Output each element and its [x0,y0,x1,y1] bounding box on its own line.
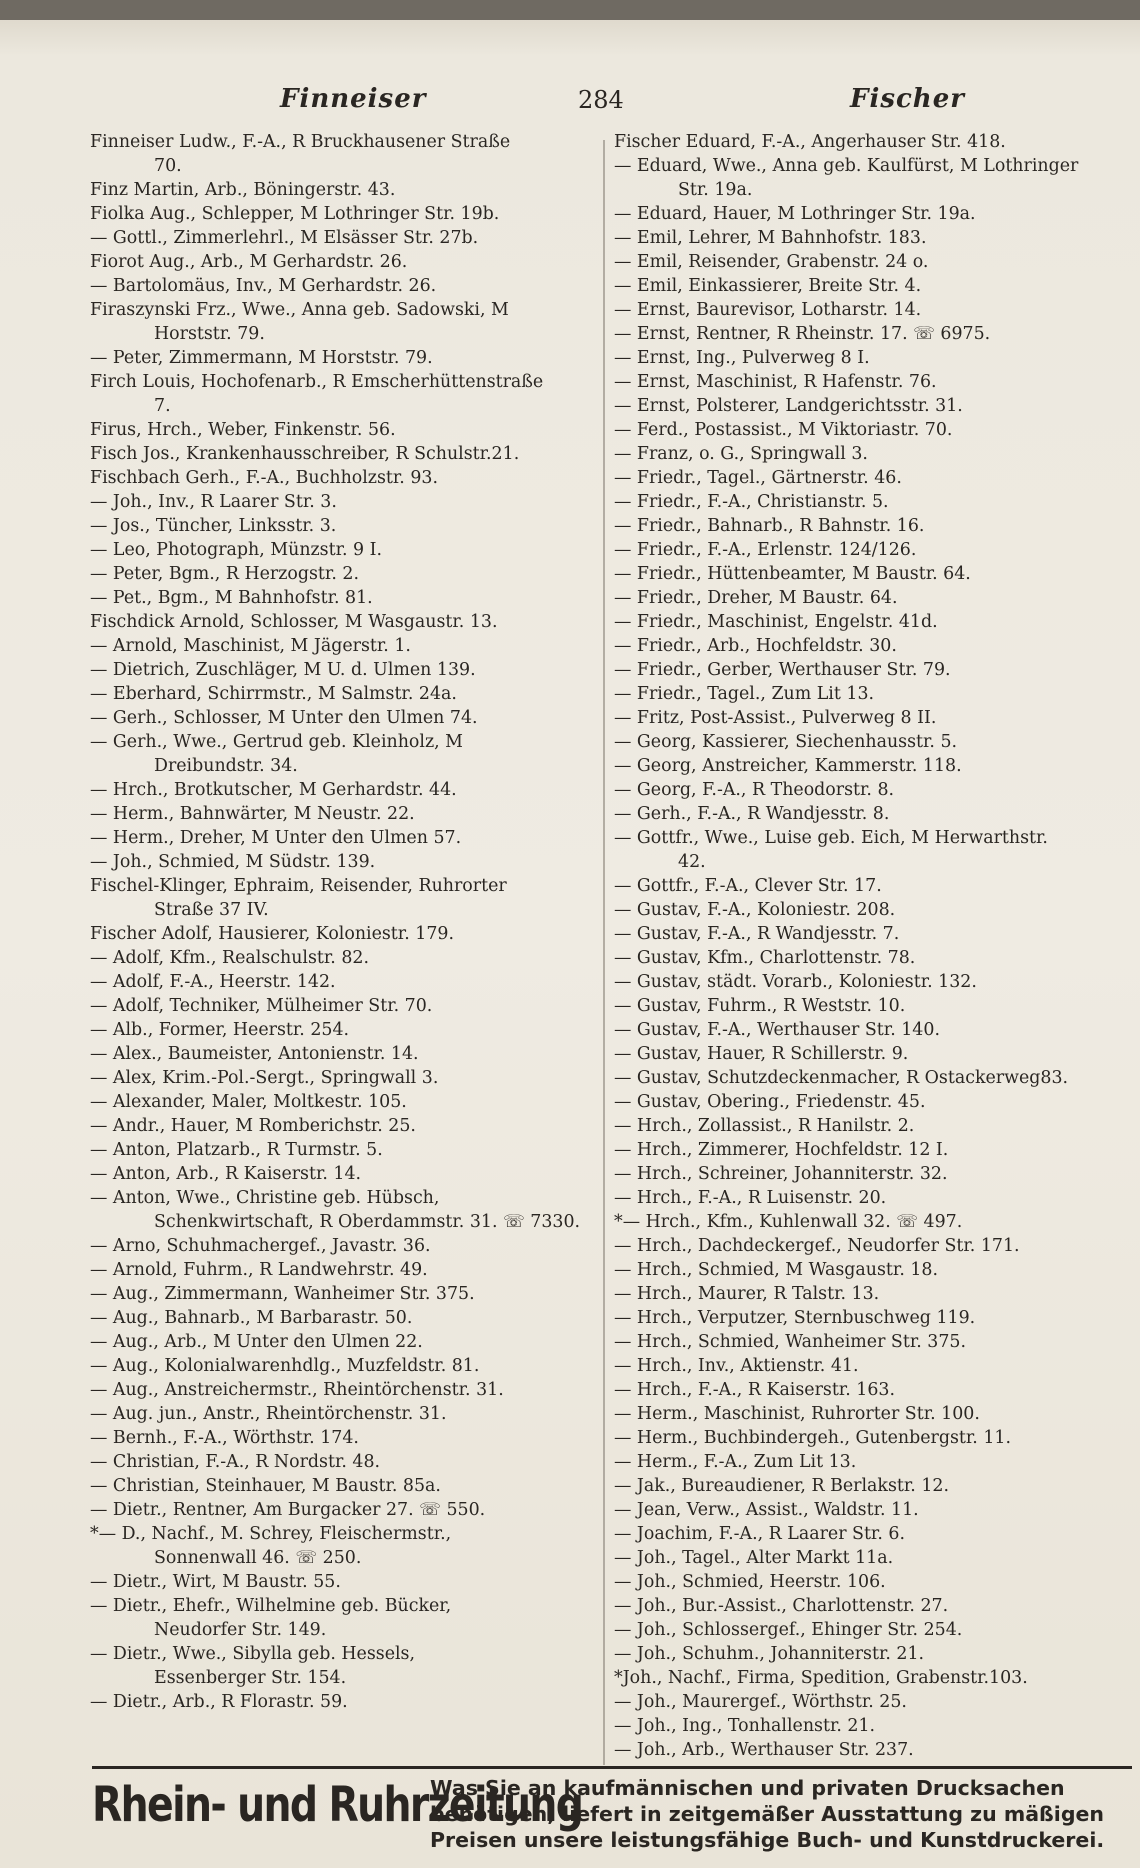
directory-entry: — Emil, Einkassierer, Breite Str. 4. [614,276,922,296]
directory-entry: Finneiser Ludw., F.-A., R Bruckhausener Straße 70. [90,132,511,176]
directory-entry: — Friedr., Gerber, Werthauser Str. 79. [614,660,951,680]
directory-entry: — Joh., Schlossergef., Ehinger Str. 254. [614,1620,963,1640]
directory-entry: — Christian, Steinhauer, M Baustr. 85a. [90,1476,441,1496]
directory-entry: — Gustav, F.-A., Werthauser Str. 140. [614,1020,940,1040]
directory-entry: — Christian, F.-A., R Nordstr. 48. [90,1452,381,1472]
directory-entry: — Friedr., Dreher, M Baustr. 64. [614,588,898,608]
directory-entry: — Dietr., Wwe., Sibylla geb. Hessels, Essenberger Str. 154. [90,1644,416,1688]
directory-entry: — Herm., F.-A., Zum Lit 13. [614,1452,857,1472]
directory-entry: — Ernst, Maschinist, R Hafenstr. 76. [614,372,937,392]
directory-entry: — Gustav, Fuhrm., R Weststr. 10. [614,996,906,1016]
column-divider [603,140,605,1765]
scan-top-edge [0,0,1140,20]
directory-entry: — Ferd., Postassist., M Viktoriastr. 70. [614,420,953,440]
directory-entry: — Hrch., Zimmerer, Hochfeldstr. 12 I. [614,1140,949,1160]
directory-entry: — Ernst, Polsterer, Landgerichtsstr. 31. [614,396,963,416]
page-header [60,84,1100,124]
directory-entry: — Georg, Anstreicher, Kammerstr. 118. [614,756,962,776]
directory-entry: — Ernst, Baurevisor, Lotharstr. 14. [614,300,922,320]
directory-entry: — Joh., Bur.-Assist., Charlottenstr. 27. [614,1596,949,1616]
directory-entry: — Alex., Baumeister, Antonienstr. 14. [90,1044,419,1064]
ad-text [430,1775,1104,1853]
directory-entry: — Dietrich, Zuschläger, M U. d. Ulmen 139. [90,660,476,680]
directory-entry: Fiolka Aug., Schlepper, M Lothringer Str. 19b. [90,204,500,224]
directory-entry: — Emil, Lehrer, M Bahnhofstr. 183. [614,228,927,248]
directory-entry: — Gustav, Hauer, R Schillerstr. 9. [614,1044,909,1064]
directory-entry: Fischdick Arnold, Schlosser, M Wasgaustr. 13. [90,612,498,632]
directory-entry: — Aug. jun., Anstr., Rheintörchenstr. 31. [90,1404,447,1424]
directory-entry: — Peter, Zimmermann, M Horststr. 79. [90,348,433,368]
directory-entry: Firch Louis, Hochofenarb., R Emscherhüttenstraße 7. [90,372,544,416]
directory-entry: — Hrch., F.-A., R Kaiserstr. 163. [614,1380,895,1400]
directory-entry: Fischer Adolf, Hausierer, Koloniestr. 179. [90,924,454,944]
directory-entry: — Friedr., Arb., Hochfeldstr. 30. [614,636,897,656]
directory-entry: — Hrch., Inv., Aktienstr. 41. [614,1356,859,1376]
directory-entry: — Herm., Buchbindergeh., Gutenbergstr. 11. [614,1428,1011,1448]
directory-entry: *— D., Nachf., M. Schrey, Fleischermstr., Sonnenwall 46. ☏ 250. [90,1524,452,1568]
directory-entry: — Alexander, Maler, Moltkestr. 105. [90,1092,407,1112]
directory-entry: — Gustav, städt. Vorarb., Koloniestr. 132. [614,972,977,992]
directory-entry: — Pet., Bgm., M Bahnhofstr. 81. [90,588,373,608]
directory-entry: — Joh., Tagel., Alter Markt 11a. [614,1548,894,1568]
directory-entry: — Aug., Anstreichermstr., Rheintörchenstr. 31. [90,1380,504,1400]
directory-entry: — Ernst, Ing., Pulverweg 8 I. [614,348,870,368]
directory-entry: — Adolf, F.-A., Heerstr. 142. [90,972,336,992]
directory-entry: — Hrch., Maurer, R Talstr. 13. [614,1284,880,1304]
directory-entry: — Adolf, Techniker, Mülheimer Str. 70. [90,996,433,1016]
directory-entry: Fischel-Klinger, Ephraim, Reisender, Ruhrorter Straße 37 IV. [90,876,507,920]
directory-entry: — Herm., Maschinist, Ruhrorter Str. 100. [614,1404,980,1424]
directory-entry: — Georg, Kassierer, Siechenhausstr. 5. [614,732,958,752]
directory-entry: — Eberhard, Schirrmstr., M Salmstr. 24a. [90,684,457,704]
directory-entry: Finz Martin, Arb., Böningerstr. 43. [90,180,396,200]
directory-entry: — Arno, Schuhmachergef., Javastr. 36. [90,1236,431,1256]
directory-entry: — Gustav, F.-A., Koloniestr. 208. [614,900,896,920]
directory-entry: — Aug., Arb., M Unter den Ulmen 22. [90,1332,423,1352]
directory-entry: — Joh., Schmied, M Südstr. 139. [90,852,376,872]
directory-entry: — Joachim, F.-A., R Laarer Str. 6. [614,1524,905,1544]
directory-entry: — Joh., Maurergef., Wörthstr. 25. [614,1692,907,1712]
directory-entry: — Andr., Hauer, M Romberichstr. 25. [90,1116,416,1136]
directory-entry: — Eduard, Hauer, M Lothringer Str. 19a. [614,204,976,224]
directory-entry: — Eduard, Wwe., Anna geb. Kaulfürst, M Lothringer Str. 19a. [614,156,1079,200]
directory-entry: — Hrch., F.-A., R Luisenstr. 20. [614,1188,887,1208]
directory-entry: — Arnold, Fuhrm., R Landwehrstr. 49. [90,1260,428,1280]
ad-line: Preisen unsere leistungsfähige Buch- und Kunstdruckerei. [430,1828,1105,1852]
directory-entry: Firaszynski Frz., Wwe., Anna geb. Sadowski, M Horststr. 79. [90,300,509,344]
directory-entry: — Hrch., Schmied, Wanheimer Str. 375. [614,1332,966,1352]
directory-entry: — Hrch., Verputzer, Sternbuschweg 119. [614,1308,976,1328]
directory-entry: — Adolf, Kfm., Realschulstr. 82. [90,948,369,968]
directory-entry: — Herm., Dreher, M Unter den Ulmen 57. [90,828,462,848]
directory-entry: — Gerh., F.-A., R Wandjesstr. 8. [614,804,890,824]
directory-entry: — Gottfr., Wwe., Luise geb. Eich, M Herwarthstr. 42. [614,828,1048,872]
directory-entry: — Aug., Kolonialwarenhdlg., Muzfeldstr. 81. [90,1356,480,1376]
directory-entry: — Dietr., Arb., R Florastr. 59. [90,1692,348,1712]
directory-entry: — Fritz, Post-Assist., Pulverweg 8 II. [614,708,937,728]
directory-entry: — Gottl., Zimmerlehrl., M Elsässer Str. 27b. [90,228,479,248]
directory-entry: — Gottfr., F.-A., Clever Str. 17. [614,876,882,896]
directory-entry: Fischer Eduard, F.-A., Angerhauser Str. 418. [614,132,1006,152]
directory-entry: Fisch Jos., Krankenhausschreiber, R Schulstr.21. [90,444,520,464]
directory-entry: — Hrch., Brotkutscher, M Gerhardstr. 44. [90,780,457,800]
right-column [614,130,1134,1762]
directory-entry: — Franz, o. G., Springwall 3. [614,444,868,464]
directory-entry: — Friedr., F.-A., Erlenstr. 124/126. [614,540,917,560]
directory-entry: — Gustav, Kfm., Charlottenstr. 78. [614,948,916,968]
directory-entry: — Bernh., F.-A., Wörthstr. 174. [90,1428,359,1448]
directory-entry: — Friedr., Tagel., Zum Lit 13. [614,684,875,704]
directory-entry: — Gerh., Wwe., Gertrud geb. Kleinholz, M Dreibundstr. 34. [90,732,463,776]
directory-entry: — Friedr., Bahnarb., R Bahnstr. 16. [614,516,925,536]
directory-entry: — Friedr., F.-A., Christianstr. 5. [614,492,889,512]
running-head-left: Finneiser [280,84,427,114]
directory-entry: *— Hrch., Kfm., Kuhlenwall 32. ☏ 497. [614,1212,963,1232]
directory-entry: — Emil, Reisender, Grabenstr. 24 o. [614,252,929,272]
directory-entry: — Aug., Zimmermann, Wanheimer Str. 375. [90,1284,475,1304]
running-head-right: Fischer [850,84,965,114]
directory-entry: — Herm., Bahnwärter, M Neustr. 22. [90,804,415,824]
directory-entry: — Dietr., Wirt, M Baustr. 55. [90,1572,341,1592]
directory-entry: — Arnold, Maschinist, M Jägerstr. 1. [90,636,411,656]
directory-entry: — Joh., Arb., Werthauser Str. 237. [614,1740,914,1760]
directory-entry: — Dietr., Rentner, Am Burgacker 27. ☏ 550. [90,1500,486,1520]
directory-entry: Fiorot Aug., Arb., M Gerhardstr. 26. [90,252,408,272]
directory-entry: Firus, Hrch., Weber, Finkenstr. 56. [90,420,396,440]
directory-entry: *Joh., Nachf., Firma, Spedition, Grabenstr.103. [614,1668,1028,1688]
directory-entry: — Gustav, Obering., Friedenstr. 45. [614,1092,926,1112]
directory-entry: — Jean, Verw., Assist., Waldstr. 11. [614,1500,919,1520]
directory-entry: — Bartolomäus, Inv., M Gerhardstr. 26. [90,276,437,296]
directory-entry: — Gustav, Schutzdeckenmacher, R Ostackerweg83. [614,1068,1069,1088]
directory-entry: — Hrch., Zollassist., R Hanilstr. 2. [614,1116,915,1136]
directory-entry: — Hrch., Dachdeckergef., Neudorfer Str. 171. [614,1236,1020,1256]
advertisement [92,1766,1132,1868]
directory-entry: — Joh., Inv., R Laarer Str. 3. [90,492,337,512]
directory-entry: — Alex, Krim.-Pol.-Sergt., Springwall 3. [90,1068,439,1088]
directory-entry: — Hrch., Schmied, M Wasgaustr. 18. [614,1260,939,1280]
ad-line: Was Sie an kaufmännischen und privaten Drucksachen [430,1776,1065,1800]
directory-entry: — Georg, F.-A., R Theodorstr. 8. [614,780,895,800]
directory-entry: Fischbach Gerh., F.-A., Buchholzstr. 93. [90,468,438,488]
directory-entry: — Friedr., Maschinist, Engelstr. 41d. [614,612,938,632]
directory-entry: — Anton, Wwe., Christine geb. Hübsch, Schenkwirtschaft, R Oberdammstr. 31. ☏ 7330. [90,1188,581,1232]
directory-entry: — Joh., Schmied, Heerstr. 106. [614,1572,886,1592]
directory-entry: — Jak., Bureaudiener, R Berlakstr. 12. [614,1476,949,1496]
ad-logo: Rhein- und Ruhrzeitung [92,1777,583,1833]
left-column [90,130,590,1714]
directory-entry: — Joh., Ing., Tonhallenstr. 21. [614,1716,876,1736]
directory-entry: — Peter, Bgm., R Herzogstr. 2. [90,564,359,584]
ad-line: benötigen, liefert in zeitgemäßer Ausstattung zu mäßigen [430,1802,1104,1826]
directory-entry: — Dietr., Ehefr., Wilhelmine geb. Bücker, Neudorfer Str. 149. [90,1596,452,1640]
directory-entry: — Alb., Former, Heerstr. 254. [90,1020,350,1040]
directory-entry: — Friedr., Hüttenbeamter, M Baustr. 64. [614,564,971,584]
directory-entry: — Anton, Platzarb., R Turmstr. 5. [90,1140,383,1160]
directory-entry: — Jos., Tüncher, Linksstr. 3. [90,516,337,536]
directory-entry: — Friedr., Tagel., Gärtnerstr. 46. [614,468,902,488]
directory-entry: — Anton, Arb., R Kaiserstr. 14. [90,1164,362,1184]
directory-entry: — Leo, Photograph, Münzstr. 9 I. [90,540,383,560]
directory-entry: — Aug., Bahnarb., M Barbarastr. 50. [90,1308,413,1328]
directory-entry: — Gerh., Schlosser, M Unter den Ulmen 74. [90,708,478,728]
directory-entry: — Joh., Schuhm., Johanniterstr. 21. [614,1644,925,1664]
directory-entry: — Ernst, Rentner, R Rheinstr. 17. ☏ 6975. [614,324,991,344]
directory-entry: — Hrch., Schreiner, Johanniterstr. 32. [614,1164,948,1184]
directory-entry: — Gustav, F.-A., R Wandjesstr. 7. [614,924,900,944]
page-number: 284 [578,86,624,114]
